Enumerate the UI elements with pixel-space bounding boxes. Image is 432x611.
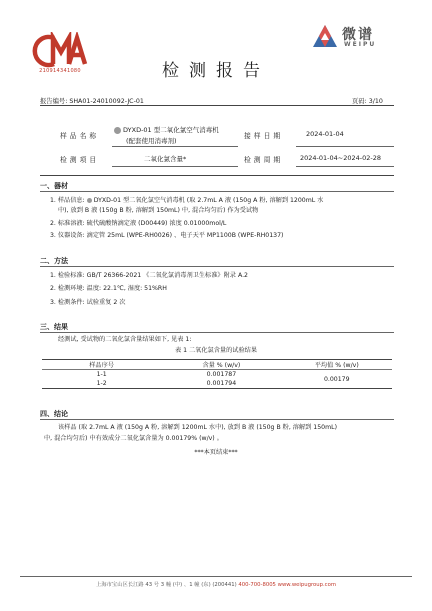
page-end-mark: ***本页结束*** bbox=[194, 449, 238, 456]
result-intro: 经测试, 受试物的二氧化氯含量结果如下, 见表 1: bbox=[58, 336, 192, 343]
sample-info: 1. 样品信息: DYXD-01 型二氧化氯空气消毒机 (取 2.7mL A 液 (150g A 粉, 溶解到 1200mL 水 bbox=[50, 197, 324, 204]
receive-date: 2024-01-04 bbox=[306, 130, 344, 138]
col-sample-id: 样品序号 bbox=[89, 362, 114, 369]
test-condition: 3. 检测条件: 试验重复 2 次 bbox=[50, 299, 126, 306]
table-caption: 表 1 二氧化氯含量的试验结果 bbox=[174, 347, 258, 354]
page-number bbox=[352, 96, 383, 105]
section-method-heading: 二、方法 bbox=[40, 257, 68, 265]
sample-name-sub: (配套使用消毒剂) bbox=[126, 137, 177, 145]
cell-content: 0.001794 bbox=[206, 380, 237, 387]
test-period-label: 检测周期 bbox=[244, 156, 284, 164]
test-period: 2024-01-04~2024-02-28 bbox=[300, 154, 381, 162]
page-number-label: 页码: bbox=[352, 98, 367, 105]
receive-date-underline bbox=[296, 146, 394, 147]
footer-website[interactable]: www.weipugroup.com bbox=[277, 582, 336, 588]
test-item-underline bbox=[112, 166, 238, 167]
section-method-rule bbox=[40, 266, 394, 267]
receive-date-label: 接样日期 bbox=[244, 132, 284, 140]
sample-name: DYXD-01 型二氧化氯空气消毒机 bbox=[114, 125, 219, 134]
section-equipment-rule bbox=[40, 191, 394, 192]
section-conclusion-heading: 四、结论 bbox=[40, 410, 68, 418]
cma-number: 210914341080 bbox=[39, 68, 81, 74]
cell-average: 0.00179 bbox=[323, 375, 350, 383]
brand-cn: 微谱 bbox=[342, 27, 374, 43]
page-title: 检测报告 bbox=[162, 61, 270, 81]
brand-en: WEIPU bbox=[344, 41, 377, 48]
result-table bbox=[42, 359, 392, 389]
instruments: 3. 仪器设备: 滴定管 25mL (WPE-RH0026) 、电子天平 MP1100B (WPE-RH0137) bbox=[50, 232, 284, 239]
conclusion-line1: 该样品 (取 2.7mL A 液 (150g A 粉, 溶解到 1200mL 水中), 放到 B 液 (150g B 粉, 溶解到 150mL) bbox=[58, 424, 337, 431]
cell-content: 0.001787 bbox=[206, 371, 237, 378]
report-number-value: SHA01-24010092-JC-01 bbox=[69, 98, 144, 105]
report-number-label: 报告编号: bbox=[40, 98, 68, 105]
test-period-underline bbox=[296, 166, 394, 167]
footer-address: 上海市宝山区长江路 43 号 3 幢 (中) 、1 幢 (东) bbox=[96, 582, 211, 588]
test-item-label: 检测项目 bbox=[60, 156, 100, 164]
sample-name-underline bbox=[112, 146, 238, 147]
test-item: 二氧化氯含量* bbox=[144, 155, 187, 163]
footer bbox=[0, 580, 432, 588]
section-conclusion-rule bbox=[40, 419, 394, 420]
col-content: 含量 % (w/v) bbox=[202, 362, 241, 369]
sample-info-icon bbox=[87, 198, 92, 203]
cell-sample-id: 1-2 bbox=[96, 380, 107, 387]
conclusion-line2: 中, 混合均匀后) 中有效成分二氧化氯含量为 0.00179% (w/v) 。 bbox=[44, 435, 223, 442]
footer-divider bbox=[20, 576, 412, 577]
standard-solution: 2. 标准溶液: 硫代硫酸钠滴定液 (D00449) 浓度 0.01000mol/L bbox=[50, 220, 227, 227]
section-result-heading: 三、结果 bbox=[40, 323, 68, 331]
table-row bbox=[42, 370, 392, 380]
page-number-value: 3/10 bbox=[368, 98, 383, 105]
sample-name-label: 样品名称 bbox=[60, 132, 100, 140]
sample-info-cont: 中), 放到 B 液 (150g B 粉, 溶解到 150mL) 中, 混合均匀后) 作为受试物 bbox=[58, 207, 259, 214]
col-average: 平均值 % (w/v) bbox=[314, 362, 359, 369]
table-header-row bbox=[42, 360, 392, 370]
report-number bbox=[40, 96, 144, 105]
info-divider bbox=[40, 175, 394, 176]
cell-sample-id: 1-1 bbox=[96, 371, 107, 378]
sample-icon bbox=[114, 127, 121, 134]
header-divider bbox=[40, 105, 394, 106]
footer-phone: 400-700-8005 bbox=[238, 582, 276, 588]
test-environment: 2. 检测环境: 温度: 22.1℃, 湿度: 51%RH bbox=[50, 285, 167, 292]
footer-zip: (200441) bbox=[212, 582, 237, 588]
weipu-logo-icon bbox=[312, 24, 338, 48]
test-standard: 1. 检验标准: GB/T 26366-2021 《二氧化氯消毒剂卫生标准》附录 A.2 bbox=[50, 272, 248, 279]
section-equipment-heading: 一、器材 bbox=[40, 182, 68, 190]
section-result-rule bbox=[40, 332, 394, 333]
